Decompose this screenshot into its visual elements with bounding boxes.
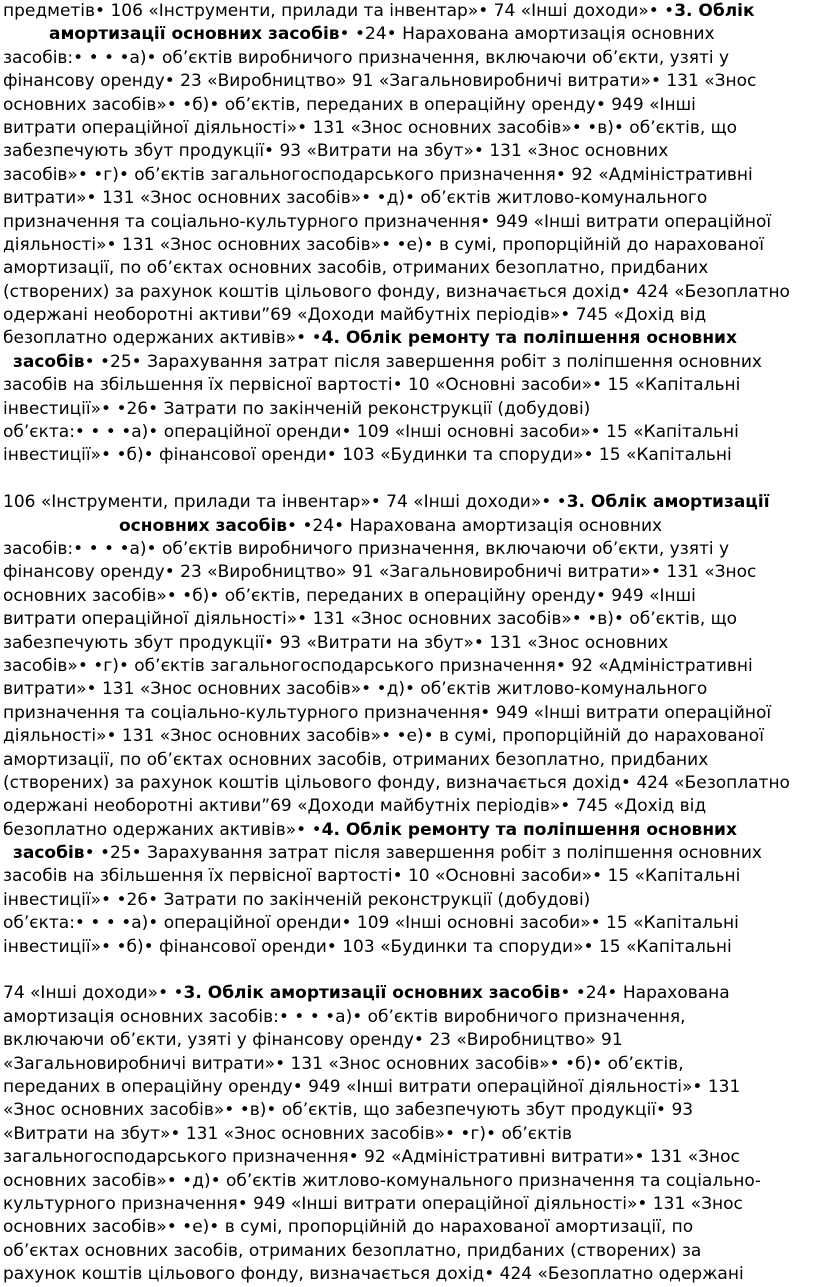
text-run: 106 «Інструменти, прилади та інвентар»• 74 «Інші доходи»• • — [3, 492, 567, 513]
text-line — [3, 1099, 812, 1122]
text-run: об’єктах основних засобів, отриманих безоплатно, придбаних (створених) за — [3, 1240, 702, 1261]
text-run: основних засобів»• •е)• в сумі, пропорційній до нарахованої амортизації, по — [3, 1217, 694, 1238]
text-run: • •24• Нарахована — [560, 983, 730, 1004]
text-line — [3, 94, 812, 117]
section-heading: 4. Облік ремонту та поліпшення основних — [321, 819, 737, 840]
text-block-1 — [0, 0, 812, 468]
text-line — [3, 398, 812, 421]
text-run: діяльності»• 131 «Знос основних засобів»• •е)• в сумі, пропорційній до нарахованої — [3, 726, 764, 747]
text-line — [3, 47, 812, 70]
text-run: інвестиції»• •26• Затрати по закінченій реконструкції (добудові) — [3, 889, 591, 910]
text-line — [3, 1076, 812, 1099]
text-line — [3, 1053, 812, 1076]
text-line — [3, 444, 812, 467]
text-block-2 — [0, 491, 812, 959]
text-run: діяльності»• 131 «Знос основних засобів»• •е)• в сумі, пропорційній до нарахованої — [3, 234, 764, 255]
text-line — [3, 865, 812, 888]
text-line — [3, 187, 812, 210]
text-line — [3, 374, 812, 397]
text-run: засобів на збільшення їх первісної вартості• 10 «Основні засоби»• 15 «Капітальні — [3, 866, 741, 887]
text-run: основних засобів»• •б)• об’єктів, переданих в операційну оренду• 949 «Інші — [3, 94, 696, 115]
text-run: «Загальновиробничі витрати»• 131 «Знос основних засобів»• •б)• об’єктів, — [3, 1053, 684, 1074]
text-line — [3, 327, 812, 350]
text-line — [3, 1240, 812, 1263]
text-run: призначення та соціально-культурного призначення• 949 «Інші витрати операційної — [3, 211, 772, 232]
text-run: фінансову оренду• 23 «Виробництво» 91 «Загальновиробничі витрати»• 131 «Знос — [3, 71, 757, 92]
text-line — [3, 281, 812, 304]
text-line — [3, 70, 812, 93]
text-run: об’єкта:• • • •а)• операційної оренди• 109 «Інші основні засоби»• 15 «Капітальні — [3, 913, 739, 934]
text-line — [3, 304, 812, 327]
text-run: інвестиції»• •б)• фінансової оренди• 103 «Будинки та споруди»• 15 «Капітальні — [3, 936, 732, 957]
text-run: засобів»• •г)• об’єктів загальногосподарського призначення• 92 «Адміністративні — [3, 164, 753, 185]
text-run: основних засобів»• •д)• об’єктів житлово-комунального призначення та соціально- — [3, 1170, 761, 1191]
text-run: (створених) за рахунок коштів цільового фонду, визначається дохід• 424 «Безоплатно — [3, 772, 790, 793]
section-heading: 4. Облік ремонту та поліпшення основних — [321, 328, 737, 349]
section-heading: основних засобів — [119, 515, 288, 536]
text-line — [3, 749, 812, 772]
section-heading: 3. Облік — [674, 1, 755, 21]
text-line — [3, 1123, 812, 1146]
text-line — [3, 1216, 812, 1239]
text-line — [3, 515, 812, 538]
text-run: • •25• Зарахування затрат після завершення робіт з поліпшення основних — [84, 351, 762, 372]
text-line — [3, 795, 812, 818]
text-line — [3, 164, 812, 187]
text-run: 74 «Інші доходи»• • — [3, 983, 184, 1004]
text-line — [3, 632, 812, 655]
text-run: культурного призначення• 949 «Інші витрати операційної діяльності»• 131 «Знос — [3, 1193, 743, 1214]
text-line — [3, 491, 812, 514]
text-line — [3, 117, 812, 140]
text-run: інвестиції»• •б)• фінансової оренди• 103 «Будинки та споруди»• 15 «Капітальні — [3, 445, 732, 466]
text-run: рахунок коштів цільового фонду, визначається дохід• 424 «Безоплатно одержані — [3, 1264, 744, 1285]
text-line — [3, 1006, 812, 1029]
text-run: одержані необоротні активи”69 «Доходи майбутніх періодів»• 745 «Дохід від — [3, 796, 707, 817]
text-run: забезпечують збут продукції• 93 «Витрати на збут»• 131 «Знос основних — [3, 141, 669, 162]
text-run: засобів:• • • •а)• об’єктів виробничого призначення, включаючи об’єкти, узяті у — [3, 538, 730, 559]
text-line — [3, 585, 812, 608]
text-line — [3, 842, 812, 865]
text-run: інвестиції»• •26• Затрати по закінченій реконструкції (добудові) — [3, 398, 591, 419]
text-run: • •25• Зарахування затрат після завершення робіт з поліпшення основних — [84, 843, 762, 864]
text-run: витрати»• 131 «Знос основних засобів»• •д)• об’єктів житлово-комунального — [3, 679, 708, 700]
text-line — [3, 140, 812, 163]
text-line — [3, 772, 812, 795]
text-run: засобів на збільшення їх первісної вартості• 10 «Основні засоби»• 15 «Капітальні — [3, 375, 741, 396]
text-run: об’єкта:• • • •а)• операційної оренди• 109 «Інші основні засоби»• 15 «Капітальні — [3, 422, 739, 443]
text-line — [3, 725, 812, 748]
text-line — [3, 702, 812, 725]
text-line — [3, 936, 812, 959]
text-line — [3, 889, 812, 912]
text-line — [3, 1170, 812, 1193]
text-run: предметів• 106 «Інструменти, прилади та інвентар»• 74 «Інші доходи»• • — [3, 1, 675, 21]
text-run: амортизація основних засобів:• • • •а)• об’єктів виробничого призначення, — [3, 1006, 686, 1027]
text-run: призначення та соціально-культурного призначення• 949 «Інші витрати операційної — [3, 702, 772, 723]
text-line — [3, 351, 812, 374]
text-run: витрати»• 131 «Знос основних засобів»• •д)• об’єктів житлово-комунального — [3, 188, 708, 209]
text-run: фінансову оренду• 23 «Виробництво» 91 «Загальновиробничі витрати»• 131 «Знос — [3, 562, 757, 583]
text-run: основних засобів»• •б)• об’єктів, переданих в операційну оренду• 949 «Інші — [3, 585, 696, 606]
text-run: безоплатно одержаних активів»• • — [3, 328, 322, 349]
text-run: безоплатно одержаних активів»• • — [3, 819, 322, 840]
text-line — [3, 678, 812, 701]
text-line — [3, 819, 812, 842]
text-run: засобів:• • • •а)• об’єктів виробничого призначення, включаючи об’єкти, узяті у — [3, 47, 730, 68]
text-run: переданих в операційну оренду• 949 «Інші витрати операційної діяльності»• 131 — [3, 1076, 741, 1097]
text-line — [3, 211, 812, 234]
text-run: «Витрати на збут»• 131 «Знос основних засобів»• •г)• об’єктів — [3, 1123, 572, 1144]
text-line — [3, 982, 812, 1005]
text-line — [3, 655, 812, 678]
text-line — [3, 1263, 812, 1286]
section-heading: засобів — [13, 351, 85, 372]
section-heading: 3. Облік амортизації основних засобів — [183, 983, 561, 1004]
text-run: витрати операційної діяльності»• 131 «Знос основних засобів»• •в)• об’єктів, що — [3, 609, 738, 630]
text-line — [3, 234, 812, 257]
text-line — [3, 421, 812, 444]
text-line — [3, 1029, 812, 1052]
section-heading: 3. Облік амортизації — [566, 492, 770, 513]
text-line — [3, 561, 812, 584]
text-run: одержані необоротні активи”69 «Доходи майбутніх періодів»• 745 «Дохід від — [3, 305, 707, 326]
text-block-3 — [0, 982, 812, 1286]
text-run: засобів»• •г)• об’єктів загальногосподарського призначення• 92 «Адміністративні — [3, 655, 753, 676]
section-heading: засобів — [13, 843, 85, 864]
text-run: забезпечують збут продукції• 93 «Витрати на збут»• 131 «Знос основних — [3, 632, 669, 653]
text-line — [3, 1193, 812, 1216]
section-heading: амортизації основних засобів — [49, 24, 340, 45]
text-line — [3, 0, 812, 23]
text-line — [3, 912, 812, 935]
text-line — [3, 608, 812, 631]
text-line — [3, 1146, 812, 1169]
text-run: • •24• Нарахована амортизація основних — [339, 24, 715, 45]
text-run: «Знос основних засобів»• •в)• об’єктів, що забезпечують збут продукції• 93 — [3, 1100, 694, 1121]
text-run: • •24• Нарахована амортизація основних — [287, 515, 663, 536]
text-run: амортизації, по об’єктах основних засобів, отриманих безоплатно, придбаних — [3, 749, 709, 770]
text-line — [3, 538, 812, 561]
text-line — [3, 23, 812, 46]
text-run: загальногосподарського призначення• 92 «Адміністративні витрати»• 131 «Знос — [3, 1147, 740, 1168]
text-run: витрати операційної діяльності»• 131 «Знос основних засобів»• •в)• об’єктів, що — [3, 117, 738, 138]
text-line — [3, 257, 812, 280]
text-run: амортизації, по об’єктах основних засобів, отриманих безоплатно, придбаних — [3, 258, 709, 279]
text-run: (створених) за рахунок коштів цільового фонду, визначається дохід• 424 «Безоплатно — [3, 281, 790, 302]
text-run: включаючи об’єкти, узяті у фінансову оренду• 23 «Виробництво» 91 — [3, 1030, 623, 1051]
